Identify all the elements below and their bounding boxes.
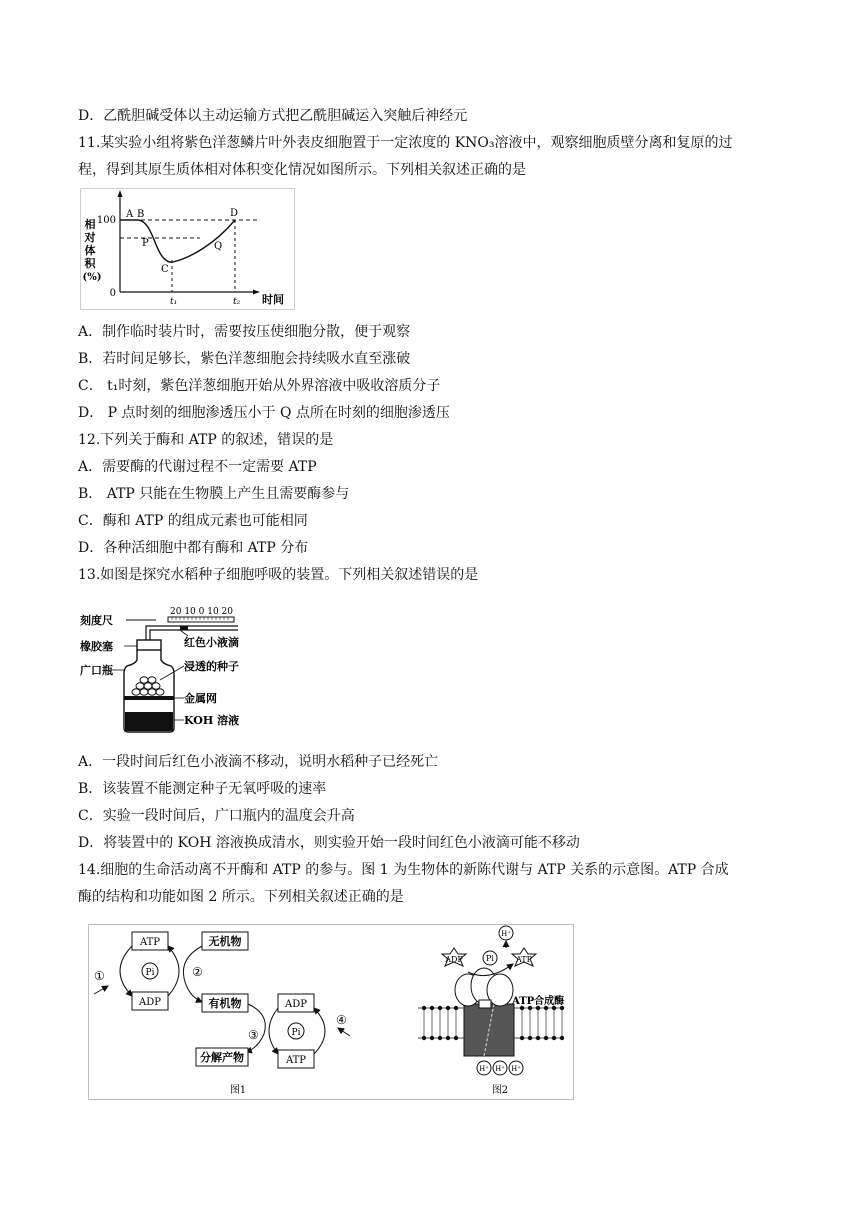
- fig2-pi: Pi: [486, 954, 494, 963]
- fig1-atp-right: ATP: [285, 1055, 307, 1066]
- graph-ytick-100: 100: [96, 215, 116, 226]
- q11-volume-graph: [80, 188, 295, 310]
- q12-option-a: A．需要酶的代谢过程不一定需要 ATP: [78, 459, 317, 475]
- fig1-products: 分解产物: [200, 1051, 244, 1064]
- fig2-caption: 图2: [491, 1085, 509, 1096]
- q13-option-a: A．一段时间后红色小液滴不移动，说明水稻种子已经死亡: [78, 754, 439, 770]
- fig1-atp-top: ATP: [139, 937, 161, 948]
- q10-option-d: D．乙酰胆碱受体以主动运输方式把乙酰胆碱运入突触后神经元: [78, 108, 468, 124]
- fig1-num-4: ④: [336, 1013, 347, 1027]
- q14-stem-line2: 酶的结构和功能如图 2 所示。下列相关叙述正确的是: [78, 889, 404, 905]
- fig1-num-3: ③: [248, 1028, 259, 1042]
- fig1-caption: 图1: [229, 1085, 247, 1096]
- fig2-atp: ATP: [515, 955, 533, 964]
- fig1-inorganic: 无机物: [208, 935, 242, 948]
- graph-point-d: D: [230, 208, 239, 219]
- fig2-h-3: H⁺: [511, 1065, 521, 1073]
- q13-option-d: D．将装置中的 KOH 溶液换成清水，则实验开始一段时间红色小液滴可能不移动: [78, 835, 580, 851]
- q13-option-b: B．该装置不能测定种子无氧呼吸的速率: [78, 781, 327, 797]
- q11-stem-line1: 11.某实验小组将紫色洋葱鳞片叶外表皮细胞置于一定浓度的 KNO₃溶液中，观察细胞质壁分离和复原的过: [78, 135, 733, 151]
- graph-ylabel-unit: (%): [82, 272, 102, 283]
- graph-ytick-0: 0: [109, 288, 116, 299]
- graph-xlabel: 时间: [262, 293, 284, 306]
- fig1-num-2: ②: [192, 965, 203, 979]
- q14-stem-line1: 14.细胞的生命活动离不开酶和 ATP 的参与。图 1 为生物体的新陈代谢与 ATP 关系的示意图。ATP 合成: [78, 862, 729, 878]
- apparatus-red-drop-label: 红色小液滴: [184, 636, 239, 649]
- apparatus-stopper-label: 橡胶塞: [80, 640, 113, 653]
- figure-2-atp-synthase: [418, 926, 564, 1096]
- apparatus-mesh-label: 金属网: [184, 692, 217, 705]
- q12-stem: 12.下列关于酶和 ATP 的叙述，错误的是: [78, 432, 334, 448]
- q11-option-c: C． t₁时刻，紫色洋葱细胞开始从外界溶液中吸收溶质分子: [78, 378, 441, 394]
- q11-option-d: D． P 点时刻的细胞渗透压小于 Q 点所在时刻的细胞渗透压: [78, 405, 450, 421]
- q13-option-c: C．实验一段时间后，广口瓶内的温度会升高: [78, 808, 355, 824]
- fig2-h-2: H⁺: [495, 1065, 505, 1073]
- graph-ylabel-3: 体: [84, 244, 96, 257]
- fig2-enzyme-label: ATP合成酶: [512, 996, 565, 1007]
- apparatus-koh-label: KOH 溶液: [184, 714, 240, 727]
- graph-point-a: A: [126, 209, 134, 220]
- fig1-adp-right: ADP: [285, 999, 307, 1010]
- graph-point-q: Q: [214, 241, 223, 252]
- graph-xtick-t1: t₁: [170, 297, 178, 307]
- q12-option-b: B． ATP 只能在生物膜上产生且需要酶参与: [78, 486, 350, 502]
- fig1-organic: 有机物: [208, 997, 242, 1010]
- fig2-adp: ADP: [445, 955, 463, 964]
- graph-point-b: B: [137, 209, 145, 220]
- graph-point-p: P: [142, 238, 149, 249]
- apparatus-scale-label: 刻度尺: [80, 614, 113, 627]
- graph-point-c: C: [161, 264, 169, 275]
- graph-ylabel-2: 对: [84, 231, 96, 244]
- q11-option-b: B．若时间足够长，紫色洋葱细胞会持续吸水直至涨破: [78, 351, 411, 367]
- graph-xtick-t2: t₂: [233, 297, 241, 307]
- fig1-pi-right: Pi: [291, 1028, 301, 1038]
- apparatus-bottle-label: 广口瓶: [80, 664, 113, 677]
- q14-figures: [88, 924, 574, 1100]
- q11-option-a: A．制作临时装片时，需要按压使细胞分散，便于观察: [78, 324, 411, 340]
- q13-stem: 13.如图是探究水稻种子细胞呼吸的装置。下列相关叙述错误的是: [78, 567, 479, 583]
- fig1-pi-left: Pi: [145, 968, 155, 978]
- graph-ylabel-4: 积: [84, 257, 96, 270]
- fig1-adp-top: ADP: [139, 997, 161, 1008]
- apparatus-scale-ticks: 20 10 0 10 20: [170, 607, 233, 617]
- q12-option-d: D．各种活细胞中都有酶和 ATP 分布: [78, 540, 309, 556]
- fig1-num-1: ①: [94, 969, 105, 983]
- q13-respiration-apparatus: [80, 600, 270, 740]
- figure-1-atp-metabolism: [94, 932, 350, 1096]
- fig2-h-top: H⁺: [501, 930, 511, 938]
- q12-option-c: C．酶和 ATP 的组成元素也可能相同: [78, 513, 308, 529]
- q11-stem-line2: 程，得到其原生质体相对体积变化情况如图所示。下列相关叙述正确的是: [78, 162, 526, 178]
- graph-ylabel-1: 相: [84, 218, 96, 231]
- apparatus-seeds-label: 浸透的种子: [184, 660, 239, 673]
- fig2-h-1: H⁺: [479, 1065, 489, 1073]
